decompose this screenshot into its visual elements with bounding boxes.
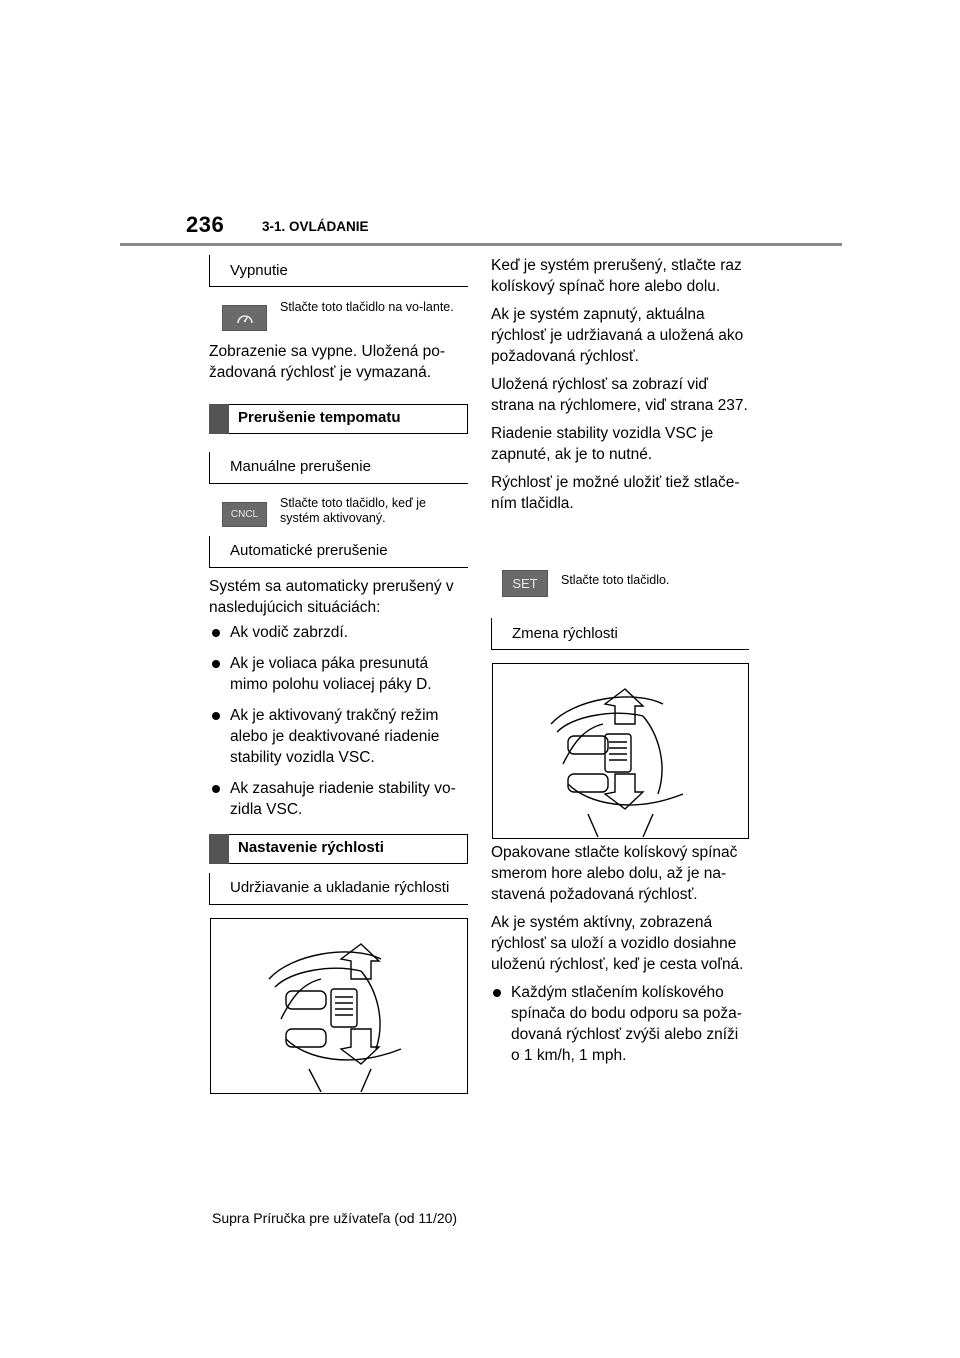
heading-vypnutie-text: Vypnutie	[230, 262, 288, 279]
cruise-off-button-image	[222, 305, 267, 331]
heading-manualne-text: Manuálne prerušenie	[230, 458, 371, 475]
list-item: Každým stlačením kolískového spínača do bodu odporu sa poža-dovaná rýchlosť zvýši alebo zníži o 1 km/h, 1 mph.	[493, 982, 751, 1066]
heading-nastavenie-text: Nastavenie rýchlosti	[238, 839, 384, 856]
list-item: Ak je aktivovaný trakčný režim alebo je deaktivované riadenie stability vozidla VSC.	[212, 705, 470, 768]
vypnutie-button-text: Stlačte toto tlačidlo na vo-lante.	[280, 300, 454, 314]
rocker-switch-illustration	[211, 919, 466, 1092]
list-item: Ak zasahuje riadenie stability vo-zidla VSC.	[212, 778, 470, 820]
speedometer-icon	[235, 309, 255, 327]
right-paragraph: Keď je systém prerušený, stlačte raz kolískový spínač hore alebo dolu.	[491, 257, 742, 295]
set-label: SET	[512, 576, 538, 591]
right-paragraph: Ak je systém aktívny, zobrazená rýchlosť sa uloží a vozidlo dosiahne uloženú rýchlosť, keď je cesta voľná.	[491, 914, 744, 973]
footer: Supra Príručka pre užívateľa (od 11/20)	[212, 1210, 458, 1226]
heading-prerusenie	[209, 404, 468, 434]
header-rule	[120, 243, 842, 246]
heading-zmena	[491, 618, 749, 650]
heading-udrziavanie	[209, 873, 468, 905]
heading-bar	[209, 834, 229, 864]
auto-bullet-list	[212, 622, 470, 830]
heading-bar	[209, 404, 229, 434]
heading-prerusenie-text: Prerušenie tempomatu	[238, 409, 401, 426]
heading-automaticke-text: Automatické prerušenie	[230, 542, 388, 559]
list-item: Ak vodič zabrzdí.	[212, 622, 470, 643]
rocker-switch-illustration	[493, 664, 747, 837]
auto-intro-text: Systém sa automaticky prerušený v nasledujúcich situáciách:	[209, 578, 454, 616]
rocker-switch-figure-right	[492, 663, 749, 839]
heading-zmena-text: Zmena rýchlosti	[512, 625, 618, 642]
heading-manualne	[209, 452, 468, 484]
right-paragraphs-bottom	[491, 842, 753, 982]
heading-udrziavanie-text: Udržiavanie a ukladanie rýchlosti	[230, 879, 450, 896]
section-title: 3-1. OVLÁDANIE	[262, 219, 369, 234]
heading-automaticke	[209, 536, 468, 568]
right-bullet-list	[493, 982, 751, 1076]
right-paragraph: Opakovane stlačte kolískový spínač smerom hore alebo dolu, až je na-stavená požadovaná rýchlosť.	[491, 844, 738, 903]
cncl-label: CNCL	[230, 509, 259, 520]
list-item: Ak je voliaca páka presunutá mimo polohu voliacej páky D.	[212, 653, 470, 695]
vypnutie-paragraph-text: Zobrazenie sa vypne. Uložená po-žadovaná rýchlosť je vymazaná.	[209, 343, 446, 381]
cncl-button-text: Stlačte toto tlačidlo, keď je systém aktivovaný.	[280, 496, 426, 525]
auto-intro	[209, 576, 471, 625]
right-paragraph: Ak je systém zapnutý, aktuálna rýchlosť je udržiavaná a uložená ako požadovaná rýchlosť.	[491, 306, 744, 365]
page-number: 236	[186, 212, 225, 237]
set-button-text: Stlačte toto tlačidlo.	[561, 573, 670, 587]
right-paragraphs-top	[491, 255, 753, 521]
right-paragraph: Rýchlosť je možné uložiť tiež stlače-ním tlačidla.	[491, 474, 740, 512]
vypnutie-paragraph	[209, 341, 469, 390]
right-paragraph: Riadenie stability vozidla VSC je zapnuté, ak je to nutné.	[491, 425, 714, 463]
heading-nastavenie	[209, 834, 468, 864]
rocker-switch-figure-left	[210, 918, 468, 1094]
right-paragraph: Uložená rýchlosť sa zobrazí viď strana na rýchlomere, viď strana 237.	[491, 376, 748, 414]
set-button-image	[502, 570, 548, 597]
heading-vypnutie	[209, 255, 468, 287]
cncl-button-image	[222, 502, 267, 527]
